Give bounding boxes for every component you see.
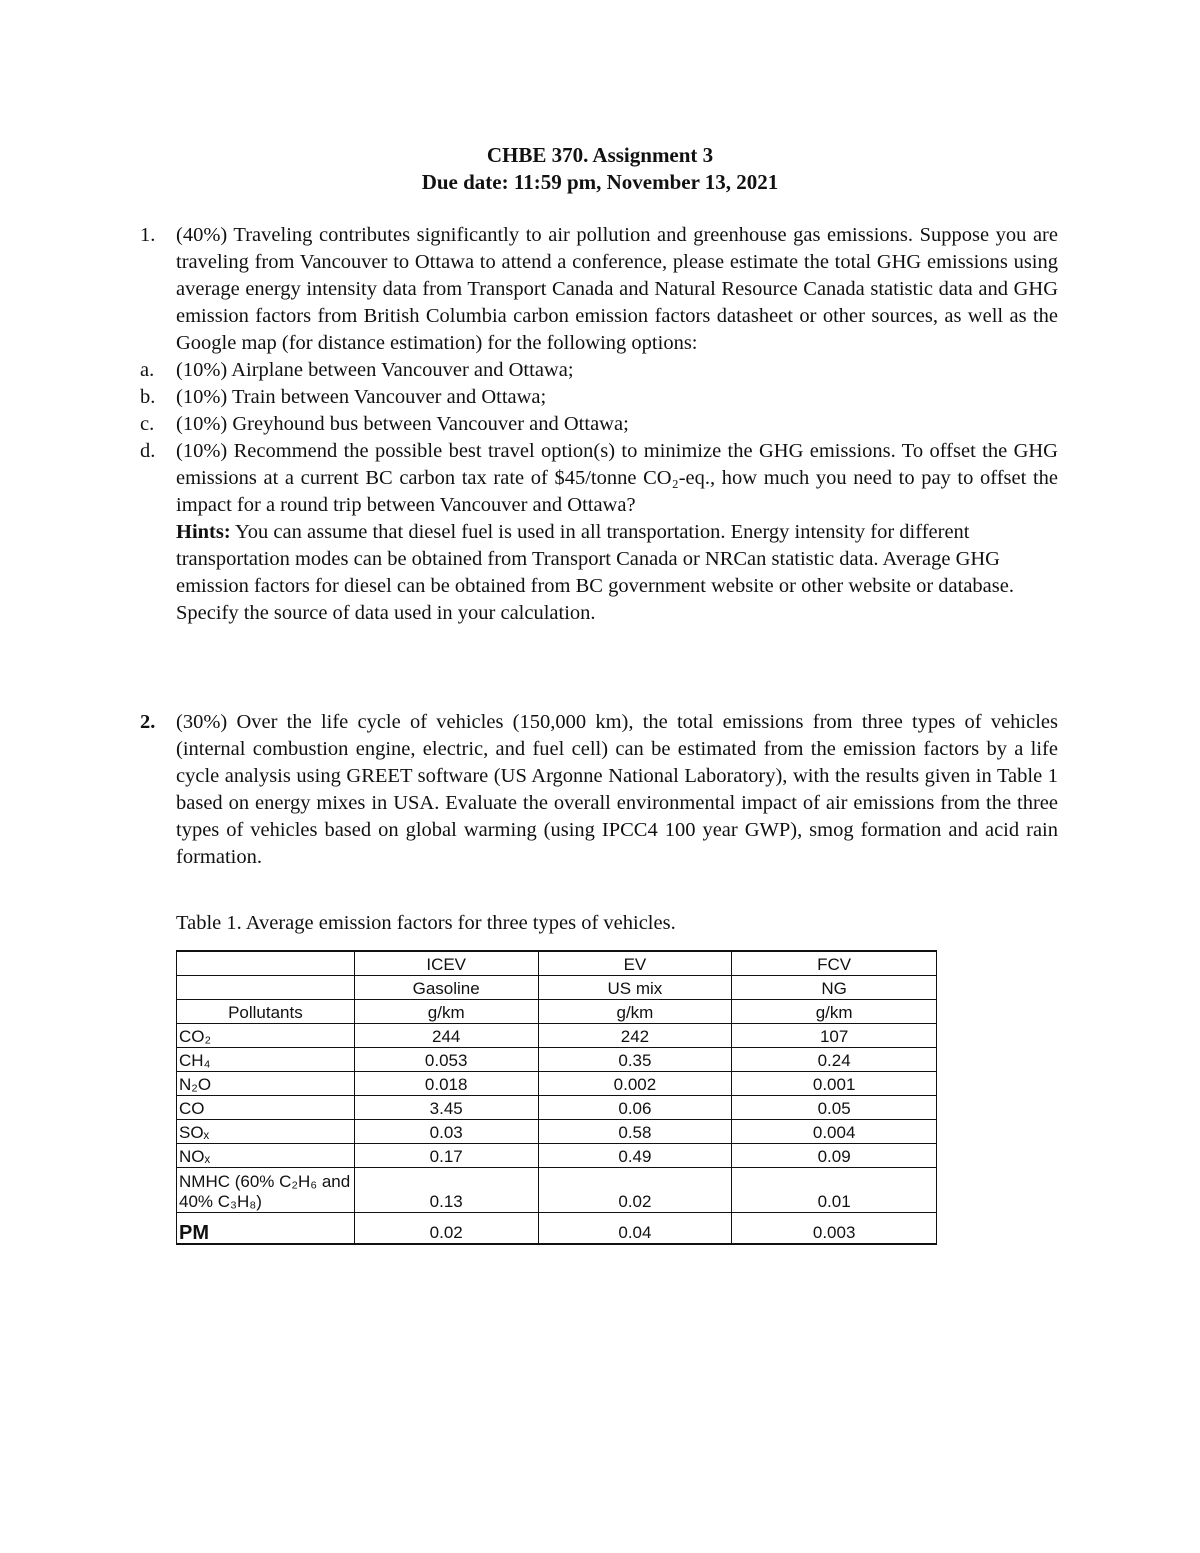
value-cell: 107	[732, 1024, 937, 1048]
value-cell: 0.018	[354, 1072, 538, 1096]
option-b	[140, 384, 1058, 411]
value-cell: 0.13	[354, 1168, 538, 1213]
option-letter: a.	[140, 359, 155, 381]
value-cell: 0.01	[732, 1168, 937, 1213]
pollutant-name: NOₓ	[177, 1144, 355, 1168]
option-letter: c.	[140, 413, 155, 435]
question-2-number: 2.	[140, 711, 156, 733]
pollutant-name: CO	[177, 1096, 355, 1120]
header-cell-empty	[177, 951, 355, 976]
question-1-number: 1.	[140, 224, 156, 246]
pollutant-name: CO₂	[177, 1024, 355, 1048]
table-row	[177, 1024, 937, 1048]
option-a	[140, 357, 1058, 384]
option-text: (10%) Recommend the possible best travel option(s) to minimize the GHG emissions. To offset the GHG emissions at a current BC carbon tax rate of $45/tonne CO₂-eq., how much you need to pay to offset the impact for a round trip between Vancouver and Ottawa?	[176, 440, 1058, 516]
hints-text: You can assume that diesel fuel is used in all transportation. Energy intensity for different transportation modes can be obtained from Transport Canada or NRCan statistic data. Average GHG emission factors for diesel can be obtained from BC government website or other website or database. Specify the source of data used in your calculation.	[176, 521, 1014, 624]
value-cell: 0.02	[354, 1213, 538, 1245]
table-header-vehicles	[177, 951, 937, 976]
header-cell-empty	[177, 976, 355, 1000]
value-cell: 242	[538, 1024, 732, 1048]
value-cell: 0.003	[732, 1213, 937, 1245]
header-fuel: US mix	[538, 976, 732, 1000]
value-cell: 244	[354, 1024, 538, 1048]
value-cell: 0.004	[732, 1120, 937, 1144]
header-unit: g/km	[538, 1000, 732, 1024]
header-vehicle: ICEV	[354, 951, 538, 976]
value-cell: 0.05	[732, 1096, 937, 1120]
option-text: (10%) Train between Vancouver and Ottawa;	[176, 386, 547, 408]
value-cell: 0.03	[354, 1120, 538, 1144]
value-cell: 0.001	[732, 1072, 937, 1096]
hints-paragraph	[176, 519, 1058, 627]
value-cell: 0.17	[354, 1144, 538, 1168]
header-fuel: NG	[732, 976, 937, 1000]
table-row	[177, 1168, 937, 1213]
pollutant-name: NMHC (60% C₂H₆ and 40% C₃H₈)	[177, 1168, 355, 1213]
table-row	[177, 1144, 937, 1168]
value-cell: 0.04	[538, 1213, 732, 1245]
value-cell: 3.45	[354, 1096, 538, 1120]
header-fuel: Gasoline	[354, 976, 538, 1000]
pollutant-name: CH₄	[177, 1048, 355, 1072]
question-1-text: (40%) Traveling contributes significantly to air pollution and greenhouse gas emissions. Suppose you are traveling from Vancouver to Ottawa to attend a conference, please estimate the total GHG emissions using average energy intensity data from Transport Canada and Natural Resource Canada statistic data and GHG emission factors from British Columbia carbon emission factors datasheet or other sources, as well as the Google map (for distance estimation) for the following options:	[176, 224, 1058, 354]
table-row	[177, 1213, 937, 1245]
pollutant-name: SOₓ	[177, 1120, 355, 1144]
question-2	[140, 709, 1058, 871]
value-cell: 0.002	[538, 1072, 732, 1096]
value-cell: 0.02	[538, 1168, 732, 1213]
value-cell: 0.35	[538, 1048, 732, 1072]
pollutant-name: PM	[177, 1213, 355, 1245]
header-unit: g/km	[354, 1000, 538, 1024]
value-cell: 0.49	[538, 1144, 732, 1168]
table-row	[177, 1048, 937, 1072]
table-row	[177, 1120, 937, 1144]
table-header-units	[177, 1000, 937, 1024]
option-text: (10%) Greyhound bus between Vancouver and Ottawa;	[176, 413, 629, 435]
option-d	[140, 438, 1058, 519]
value-cell: 0.053	[354, 1048, 538, 1072]
option-c	[140, 411, 1058, 438]
value-cell: 0.06	[538, 1096, 732, 1120]
option-letter: d.	[140, 440, 156, 462]
value-cell: 0.24	[732, 1048, 937, 1072]
pollutant-name: N₂O	[177, 1072, 355, 1096]
value-cell: 0.58	[538, 1120, 732, 1144]
table-header-fuels	[177, 976, 937, 1000]
table-row	[177, 1096, 937, 1120]
header-vehicle: FCV	[732, 951, 937, 976]
value-cell: 0.09	[732, 1144, 937, 1168]
option-text: (10%) Airplane between Vancouver and Ottawa;	[176, 359, 574, 381]
question-2-text: (30%) Over the life cycle of vehicles (150,000 km), the total emissions from three types of vehicles (internal combustion engine, electric, and fuel cell) can be estimated from the emission factors by a life cycle analysis using GREET software (US Argonne National Laboratory), with the results given in Table 1 based on energy mixes in USA. Evaluate the overall environmental impact of air emissions from the three types of vehicles based on global warming (using IPCC4 100 year GWP), smog formation and acid rain formation.	[176, 711, 1058, 868]
hints-label: Hints:	[176, 521, 231, 543]
due-date: Due date: 11:59 pm, November 13, 2021	[421, 170, 779, 194]
header-unit: g/km	[732, 1000, 937, 1024]
header-vehicle: EV	[538, 951, 732, 976]
pollutants-label: Pollutants	[177, 1000, 355, 1024]
table-row	[177, 1072, 937, 1096]
question-1	[140, 222, 1058, 627]
table-caption: Table 1. Average emission factors for three types of vehicles.	[176, 912, 676, 934]
emission-factors-table	[176, 950, 937, 1245]
option-letter: b.	[140, 386, 156, 408]
course-title: CHBE 370. Assignment 3	[486, 143, 714, 167]
